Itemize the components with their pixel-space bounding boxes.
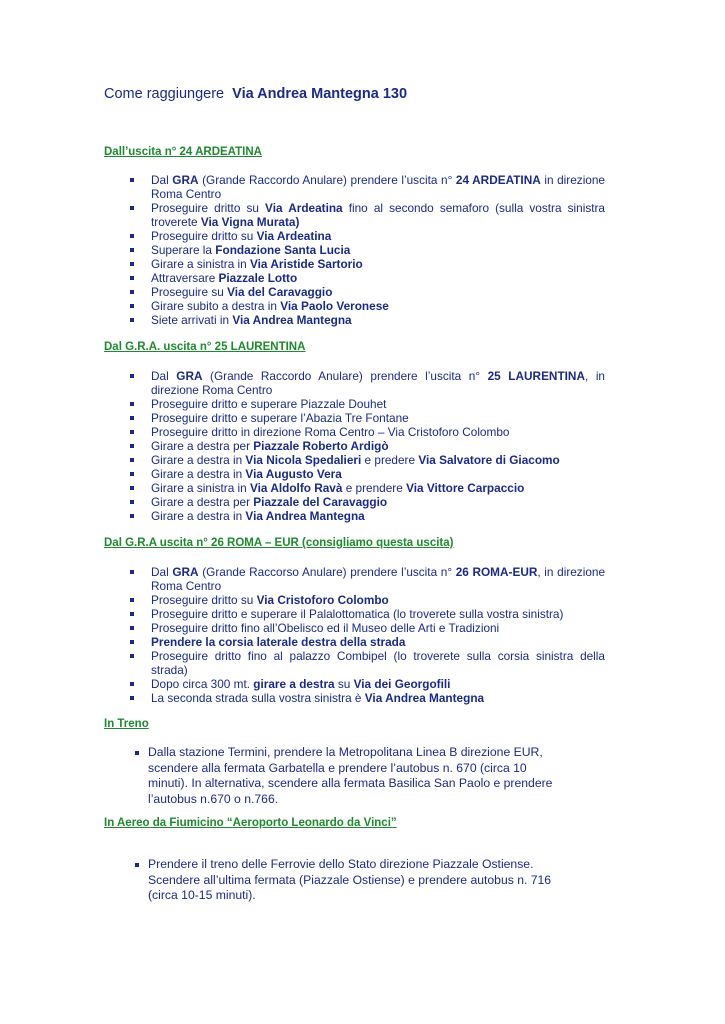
bullet-icon (130, 472, 134, 476)
bold-text: Via Ardeatina (265, 201, 343, 215)
text-run: Dalla stazione Termini, prendere la Metropolitana Linea B direzione EUR, scendere alla fermata Garbatella e prendere l’autobus n. 670 (circa 10 minuti). In alternativa, scendere alla fermata Basilica San Paolo e prendere l’autobus n.670 o n.766. (148, 745, 553, 806)
list-item (0, 481, 605, 495)
list-item (0, 621, 605, 635)
list-item (0, 313, 605, 327)
text-run: Girare a destra in (151, 509, 246, 523)
bold-text: Via Augusto Vera (245, 467, 342, 481)
bold-text: 25 LAURENTINA (487, 369, 585, 383)
list-item (0, 425, 605, 439)
bold-text: Via Ardeatina (256, 229, 332, 243)
bold-text: Via Andrea Mantegna (245, 509, 365, 523)
bullet-icon (135, 751, 139, 755)
text-run: Proseguire dritto e superare l’Abazia Tre Fontane (151, 411, 409, 425)
list-item (0, 439, 605, 453)
list-item (0, 271, 605, 285)
text-run: Proseguire dritto e superare Piazzale Douhet (151, 397, 387, 411)
list-ardeatina (0, 173, 605, 327)
bullet-icon (130, 696, 134, 700)
text-run: Girare a sinistra in (151, 257, 250, 271)
bold-text: Piazzale Roberto Ardigò (253, 439, 389, 453)
text-run: Girare a destra in (151, 467, 246, 481)
heading-roma-eur: Dal G.R.A uscita n° 26 ROMA – EUR (consigliamo questa uscita) (104, 537, 454, 549)
bold-text: Via Andrea Mantegna (364, 691, 485, 705)
bold-text: Via dei Georgofili (353, 677, 451, 691)
text-run: , in direzione Roma Centro (151, 369, 605, 397)
bullet-icon (130, 318, 134, 322)
text-run: e predere (361, 453, 419, 467)
bullet-icon (130, 654, 134, 658)
list-aereo (0, 857, 568, 904)
list-item (0, 411, 605, 425)
list-item (0, 243, 605, 257)
bullet-icon (130, 178, 134, 182)
text-run: Proseguire dritto fino all’Obelisco ed il Museo delle Arti e Tradizioni (151, 621, 500, 635)
bullet-icon (130, 304, 134, 308)
bold-text: Via Cristoforo Colombo (256, 593, 389, 607)
list-item (0, 509, 605, 523)
bold-text: GRA (172, 565, 199, 579)
text-run: fino al secondo semaforo (sulla vostra sinistra troverete (151, 201, 605, 229)
text-run: Proseguire dritto fino al palazzo Combipel (lo troverete sulla corsia sinistra della strada) (151, 649, 605, 677)
bold-text: Via Vigna Murata) (200, 215, 300, 229)
text-run: Girare a sinistra in (151, 481, 250, 495)
list-item (0, 173, 605, 201)
list-item (0, 397, 605, 411)
heading-aereo: In Aereo da Fiumicino “Aeroporto Leonardo da Vinci” (104, 817, 397, 829)
text-run: Proseguire dritto su (151, 593, 257, 607)
list-item (0, 467, 605, 481)
bold-text: Via Aldolfo Ravà (250, 481, 343, 495)
bold-text: Via del Caravaggio (227, 285, 333, 299)
heading-laurentina: Dal G.R.A. uscita n° 25 LAURENTINA (104, 341, 306, 353)
bullet-icon (135, 863, 139, 867)
text-run: Girare a destra per (151, 495, 254, 509)
text-run: , in direzione Roma Centro (151, 565, 606, 593)
text-run: Dal (151, 173, 173, 187)
text-run: Siete arrivati in (151, 313, 233, 327)
bullet-icon (130, 444, 134, 448)
bold-text: GRA (176, 369, 203, 383)
bullet-icon (130, 402, 134, 406)
text-run: Girare subito a destra in (151, 299, 281, 313)
title-address: Via Andrea Mantegna 130 (232, 86, 408, 102)
bold-text: Via Andrea Mantegna (232, 313, 352, 327)
list-roma-eur (0, 565, 605, 705)
text-run: Dopo circa 300 mt. (151, 677, 254, 691)
list-item (0, 299, 605, 313)
text-run: Girare a destra in (151, 453, 246, 467)
list-item (0, 201, 605, 229)
text-run: (Grande Raccorso Anulare) prendere l’uscita n° (198, 565, 456, 579)
page-title (104, 86, 407, 102)
list-treno (0, 745, 568, 807)
list-item (0, 285, 605, 299)
list-item (0, 495, 605, 509)
bullet-icon (130, 500, 134, 504)
text-run: Dal (151, 565, 173, 579)
title-prefix: Come raggiungere (104, 86, 225, 102)
bold-text: Piazzale Lotto (218, 271, 298, 285)
text-run: Dal (151, 369, 177, 383)
bullet-icon (130, 430, 134, 434)
list-item (0, 649, 605, 677)
bullet-icon (130, 486, 134, 490)
text-run: in direzione Roma Centro (151, 173, 605, 201)
bullet-icon (130, 514, 134, 518)
list-laurentina (0, 369, 605, 523)
text-run: (Grande Raccordo Anulare) prendere l’uscita n° (202, 369, 488, 383)
text-run: Proseguire dritto su (151, 201, 266, 215)
bullet-icon (130, 598, 134, 602)
text-run: Attraversare (151, 271, 219, 285)
list-item (0, 635, 605, 649)
heading-ardeatina: Dall’uscita n° 24 ARDEATINA (104, 146, 262, 158)
heading-treno: In Treno (104, 718, 149, 730)
list-item (0, 745, 568, 807)
bullet-icon (130, 416, 134, 420)
bullet-icon (130, 570, 134, 574)
bold-text: Via Paolo Veronese (280, 299, 389, 313)
bullet-icon (130, 276, 134, 280)
bold-text: GRA (172, 173, 199, 187)
bold-text: girare a destra (253, 677, 335, 691)
text-run: Prendere il treno delle Ferrovie dello Stato direzione Piazzale Ostiense. Scendere all’ultima fermata (Piazzale Ostiense) e prendere autobus n. 716 (circa 10-15 minuti). (148, 857, 552, 902)
bullet-icon (130, 290, 134, 294)
text-run: Girare a destra per (151, 439, 254, 453)
bold-text: Piazzale del Caravaggio (253, 495, 388, 509)
bold-text: 24 ARDEATINA (455, 173, 541, 187)
bullet-icon (130, 206, 134, 210)
bold-text: Via Nicola Spedalieri (245, 453, 362, 467)
list-item (0, 565, 605, 593)
text-run: Proseguire su (151, 285, 228, 299)
bullet-icon (130, 458, 134, 462)
list-item (0, 593, 605, 607)
list-item (0, 607, 605, 621)
list-item (0, 369, 605, 397)
text-run: Proseguire dritto in direzione Roma Centro – Via Cristoforo Colombo (151, 425, 510, 439)
text-run: Proseguire dritto e superare il Palalottomatica (lo troverete sulla vostra sinistra) (151, 607, 564, 621)
bullet-icon (130, 640, 134, 644)
list-item (0, 229, 605, 243)
bullet-icon (130, 612, 134, 616)
bullet-icon (130, 234, 134, 238)
bold-text: Via Vittore Carpaccio (406, 481, 525, 495)
text-run: (Grande Raccordo Anulare) prendere l’uscita n° (198, 173, 456, 187)
bold-text: Via Aristide Sartorio (250, 257, 363, 271)
bullet-icon (130, 626, 134, 630)
text-run: su (334, 677, 354, 691)
list-item (0, 257, 605, 271)
bullet-icon (130, 682, 134, 686)
list-item (0, 453, 605, 467)
bullet-icon (130, 262, 134, 266)
bullet-icon (130, 248, 134, 252)
text-run: e prendere (342, 481, 407, 495)
text-run: La seconda strada sulla vostra sinistra è (151, 691, 365, 705)
bold-text: Via Salvatore di Giacomo (418, 453, 560, 467)
text-run: Superare la (151, 243, 216, 257)
list-item (0, 857, 568, 904)
bold-text: Prendere la corsia laterale destra della strada (151, 635, 406, 649)
bold-text: 26 ROMA-EUR (455, 565, 538, 579)
text-run: Proseguire dritto su (151, 229, 257, 243)
bold-text: Fondazione Santa Lucia (215, 243, 351, 257)
list-item (0, 691, 605, 705)
bullet-icon (130, 374, 134, 378)
list-item (0, 677, 605, 691)
